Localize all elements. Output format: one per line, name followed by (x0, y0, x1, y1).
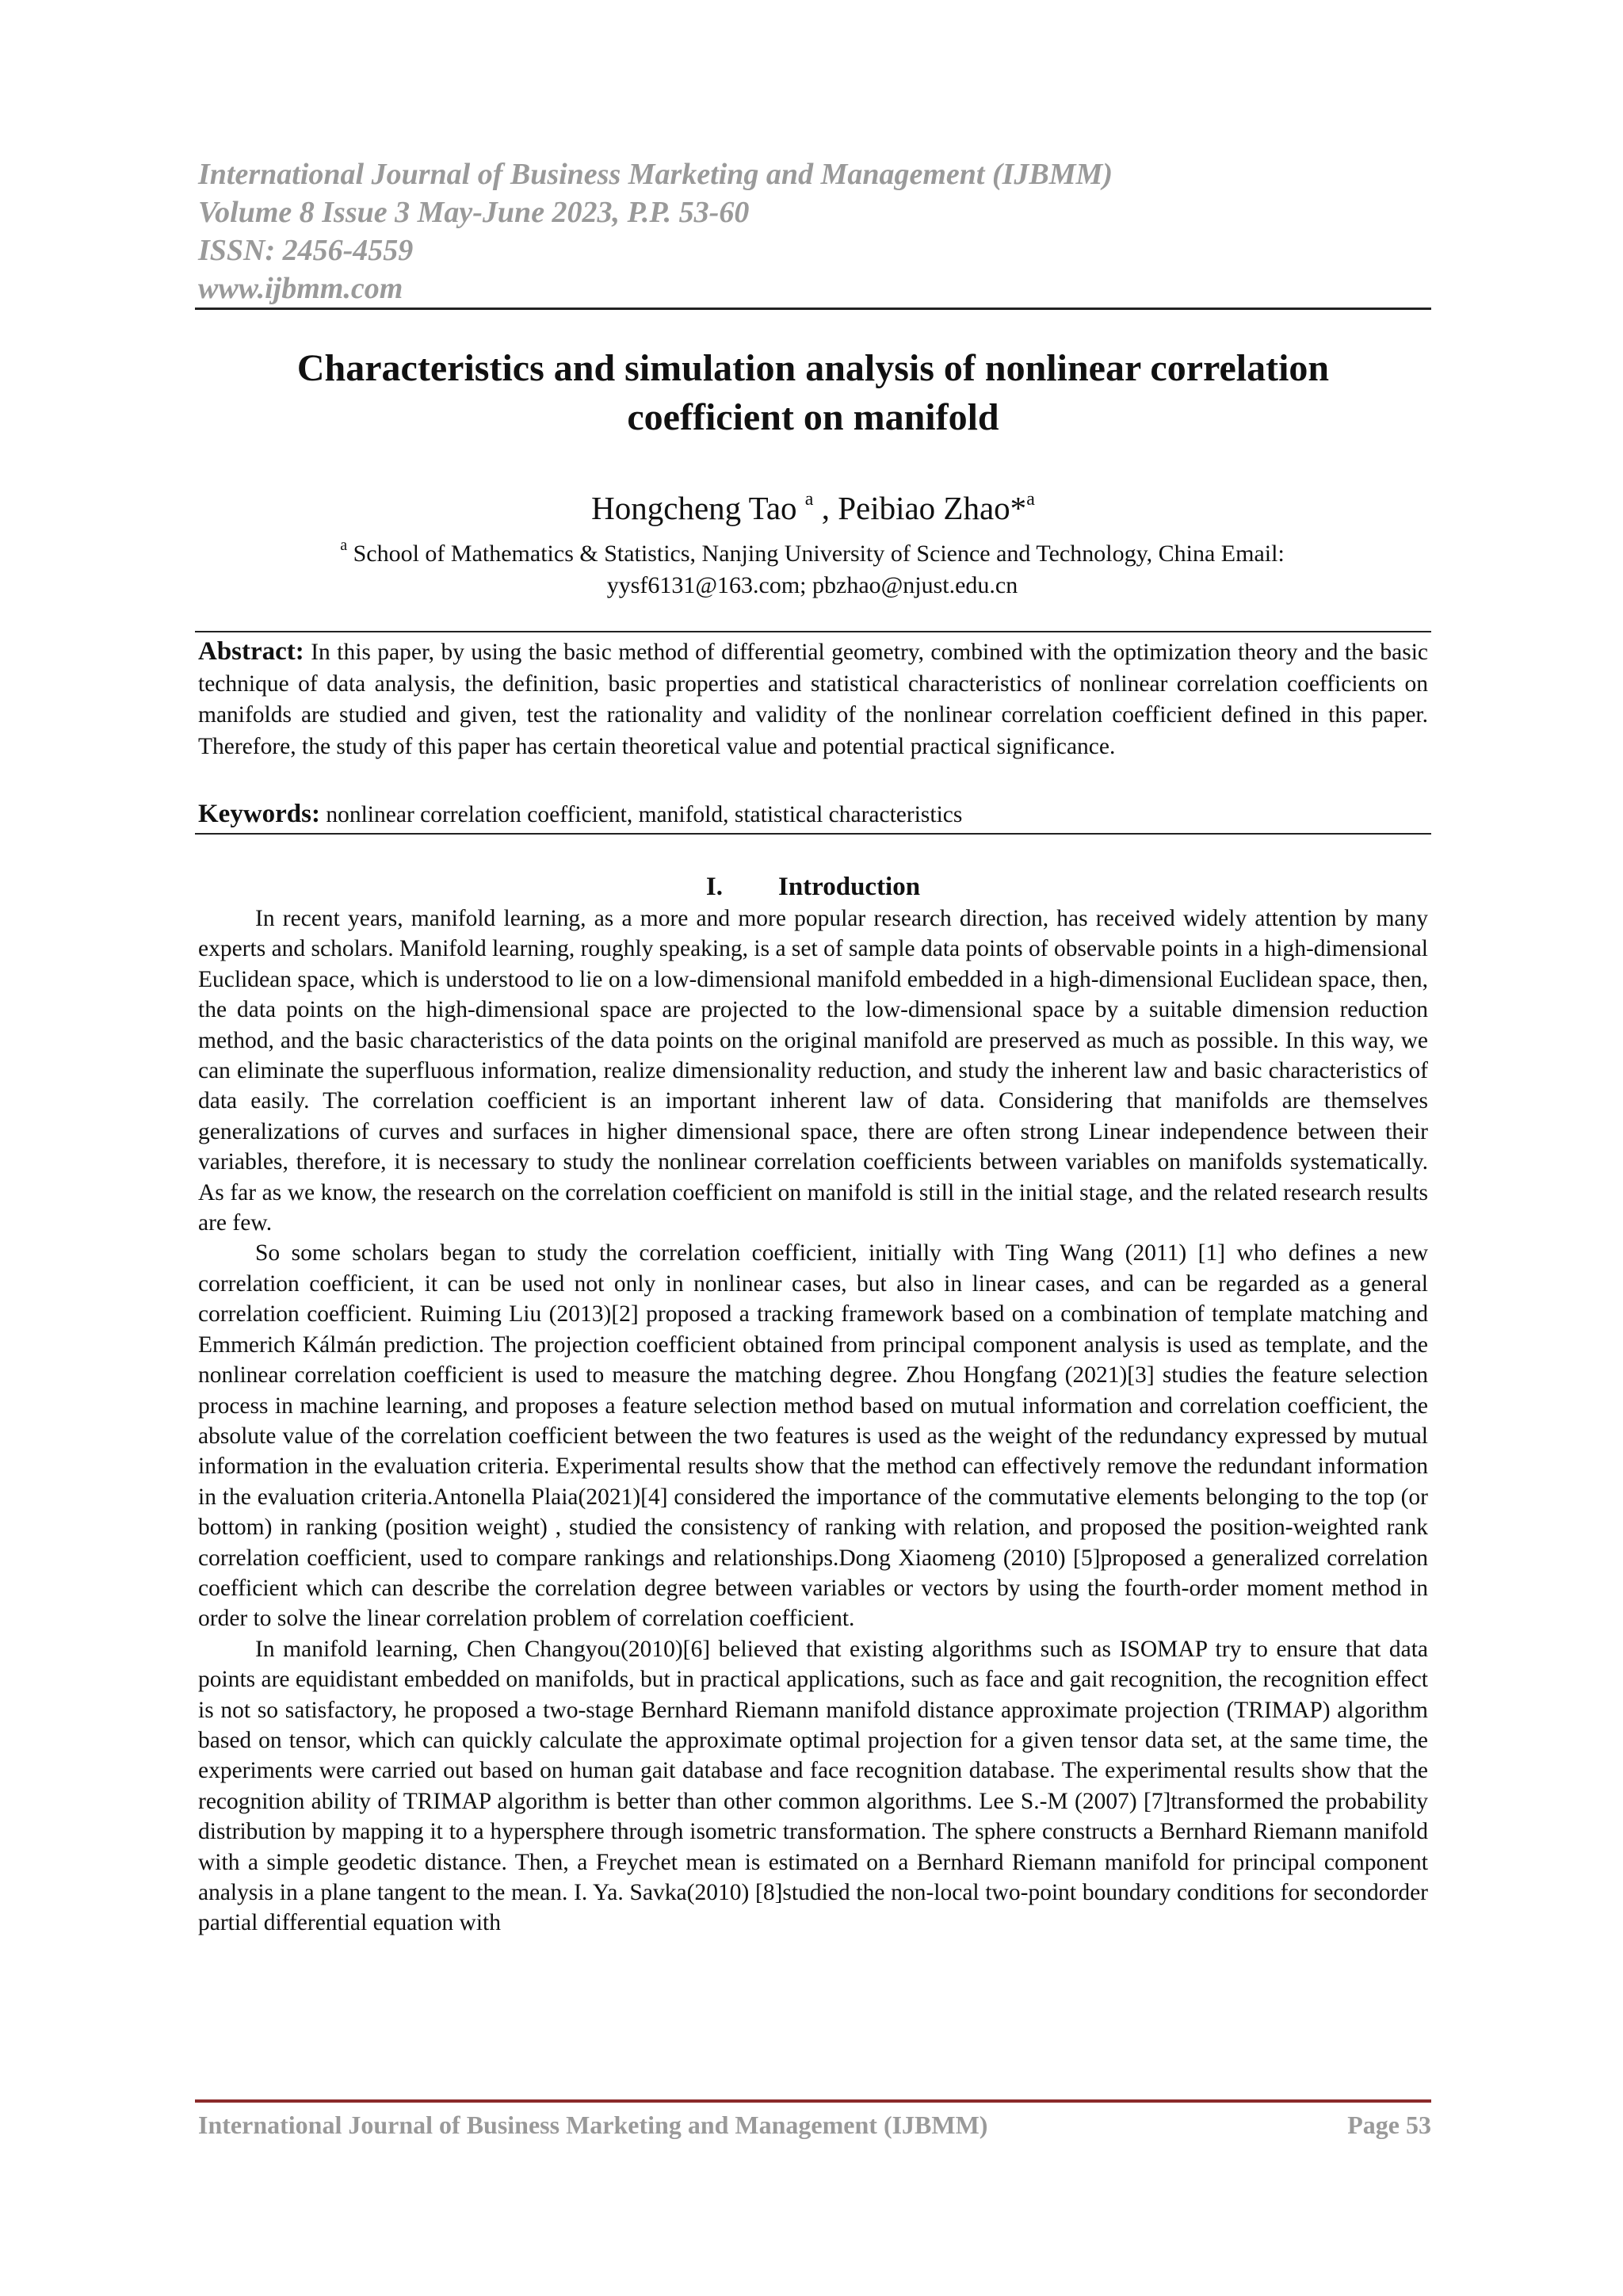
keywords-text: nonlinear correlation coefficient, manifold, statistical characteristics (326, 802, 963, 827)
header-divider (195, 308, 1431, 310)
issn: ISSN: 2456-4559 (198, 234, 414, 267)
keywords-bottom-divider (195, 833, 1431, 835)
abstract (198, 636, 1428, 762)
paper-title (195, 344, 1431, 442)
journal-header (198, 155, 1434, 308)
author-affiliation-mark: a (804, 489, 814, 510)
title-line-1: Characteristics and simulation analysis of nonlinear correlation (296, 347, 1330, 389)
author-name: Hongcheng Tao (591, 490, 797, 526)
title-line-2: coefficient on manifold (627, 396, 999, 438)
author-separator: , (813, 490, 838, 526)
paragraph: In recent years, manifold learning, as a more and more popular research direction, has received widely attention by many experts and scholars. Manifold learning, roughly speaking, is a set of sample data points of observable points in a high-dimensional Euclidean space, which is understood to lie on a low-dimensional manifold embedded in a high-dimensional Euclidean space, then, the data points on the high-dimensional space are projected to the low-dimensional space by a suitable dimension reduction method, and the basic characteristics of the data points on the original manifold are preserved as much as possible. In this way, we can eliminate the superfluous information, realize dimensionality reduction, and study the inherent law and basic characteristics of data easily. The correlation coefficient is an important inherent law of data. Considering that manifolds are themselves generalizations of curves and surfaces in higher dimensional space, there are often strong Linear independence between their variables, therefore, it is necessary to study the nonlinear correlation coefficients between variables on manifolds systematically. As far as we know, the research on the correlation coefficient on manifold is still in the initial stage, and the related research results are few. (198, 906, 1428, 1236)
affiliation (238, 529, 1387, 602)
website-link[interactable]: www.ijbmm.com (198, 272, 403, 305)
volume-info: Volume 8 Issue 3 May-June 2023, P.P. 53-60 (198, 196, 750, 229)
paragraph: So some scholars began to study the correlation coefficient, initially with Ting Wang (2011) [1] who defines a new correlation coefficient, it can be used not only in nonlinear cases, but also in linear cases, and can be regarded as a general correlation coefficient. Ruiming Liu (2013)[2] proposed a tracking framework based on a combination of template matching and Emmerich Kálmán prediction. The projection coefficient obtained from principal component analysis is used as template, and the nonlinear correlation coefficient is used to measure the matching degree. Zhou Hongfang (2021)[3] studies the feature selection process in machine learning, and proposes a feature selection method based on mutual information and correlation coefficient, the absolute value of the correlation coefficient between the two features is used as the weight of the redundancy expressed by mutual information in the evaluation criteria. Experimental results show that the method can effectively remove the redundant information in the evaluation criteria.Antonella Plaia(2021)[4] considered the importance of the commutative elements belonging to the top (or bottom) in ranking (position weight) , studied the consistency of ranking with relation, and proposed the position-weighted rank correlation coefficient, used to compare rankings and relationships.Dong Xiaomeng (2010) [5]proposed a generalized correlation coefficient which can describe the correlation degree between variables or vectors by using the fourth-order moment method in order to solve the linear correlation problem of correlation coefficient. (198, 1240, 1428, 1632)
author-affiliation-mark: a (1026, 489, 1035, 510)
journal-name: International Journal of Business Marketing and Management (IJBMM) (198, 158, 1113, 191)
page-number: Page 53 (1347, 2111, 1431, 2139)
author-list (195, 479, 1431, 529)
abstract-label: Abstract: (198, 637, 304, 666)
page-footer (198, 2108, 1431, 2141)
abstract-top-divider (195, 631, 1431, 632)
affiliation-mark: a (340, 537, 348, 554)
abstract-text: In this paper, by using the basic method of differential geometry, combined with the optimization theory and the basic technique of data analysis, the definition, basic properties and statistical characteristics of nonlinear correlation coefficients on manifolds are studied and given, test the rationality and validity of the nonlinear correlation coefficient defined in this paper. Therefore, the study of this paper has certain theoretical value and potential practical significance. (198, 640, 1428, 759)
body-text (198, 904, 1428, 1939)
author-emails[interactable]: yysf6131@163.com; pbzhao@njust.edu.cn (606, 572, 1018, 598)
keywords-label: Keywords: (198, 800, 320, 828)
footer-journal-name: International Journal of Business Marketing and Management (IJBMM) (198, 2111, 988, 2139)
affiliation-text: School of Mathematics & Statistics, Nanjing University of Science and Technology, China Email: (353, 541, 1285, 567)
affiliation-line-1 (238, 529, 1387, 570)
footer-divider (195, 2099, 1431, 2103)
paragraph: In manifold learning, Chen Changyou(2010)[6] believed that existing algorithms such as ISOMAP try to ensure that data points are equidistant embedded on manifolds, but in practical applications, such as face and gait recognition, the recognition effect is not so satisfactory, he proposed a two-stage Bernhard Riemann manifold distance approximate projection (TRIMAP) algorithm based on tensor, which can quickly calculate the approximate optimal projection for a given tensor data set, at the same time, the experiments were carried out based on human gait database and face recognition database. The experimental results show that the recognition ability of TRIMAP algorithm is better than other common algorithms. Lee S.-M (2007) [7]transformed the probability distribution by mapping it to a hypersphere through isometric transformation. The sphere constructs a Bernhard Riemann manifold with a simple geodetic distance. Then, a Freychet mean is estimated on a Bernhard Riemann manifold for principal component analysis in a plane tangent to the mean. I. Ya. Savka(2010) [8]studied the non-local two-point boundary conditions for secondorder partial differential equation with (198, 1636, 1428, 1936)
section-title: Introduction (777, 873, 921, 901)
section-number: I. (705, 873, 723, 901)
section-heading (195, 870, 1431, 904)
author-name: Peibiao Zhao* (838, 490, 1027, 526)
keywords (198, 798, 1428, 831)
